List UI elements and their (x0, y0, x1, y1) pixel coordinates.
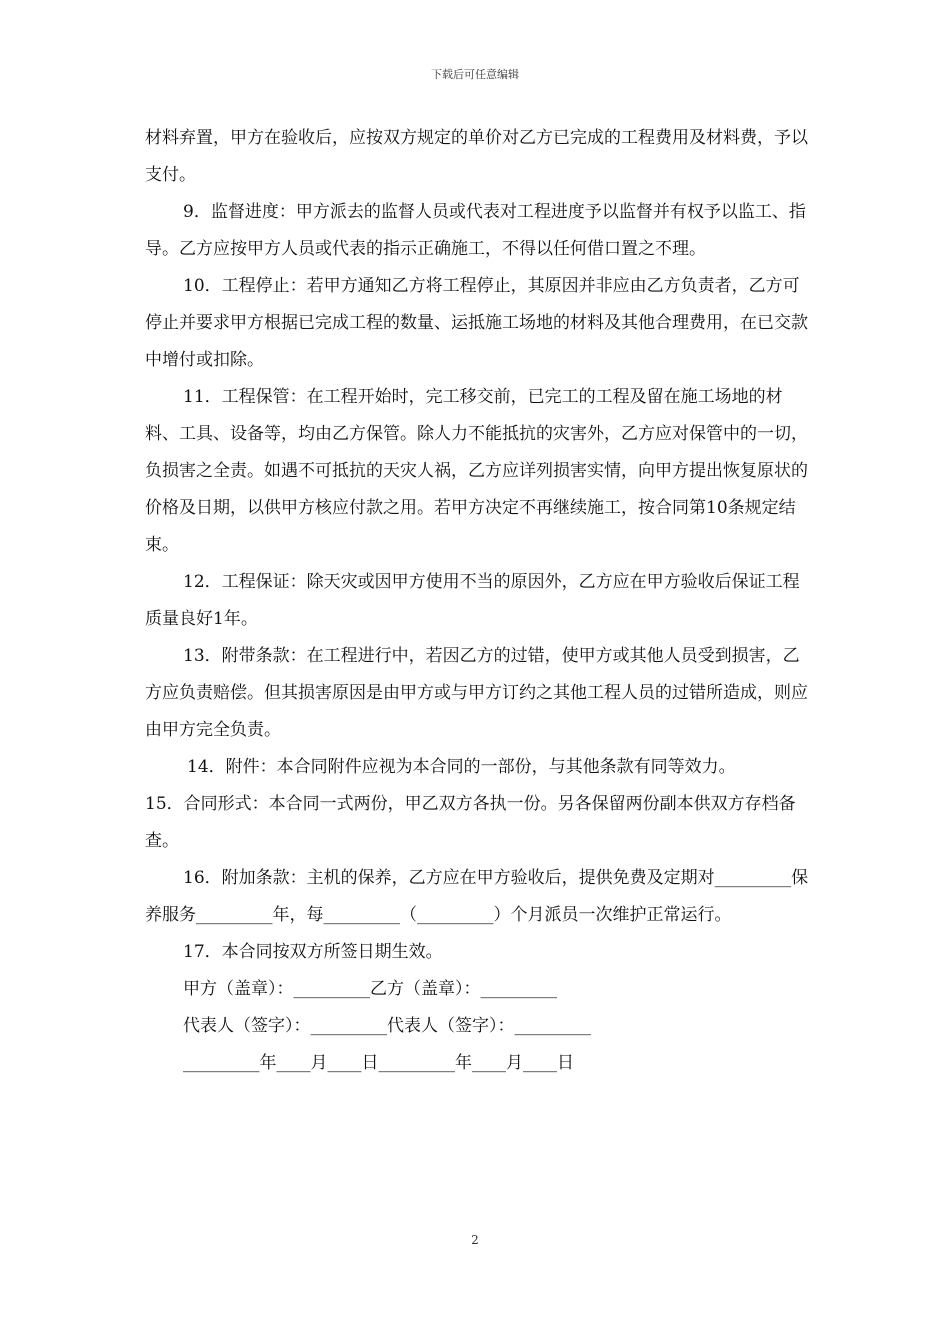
signature-seal-line: 甲方（盖章）：_________乙方（盖章）：_________ (183, 979, 557, 999)
page-number: 2 (471, 1233, 479, 1247)
signature-representative-line: 代表人（签字）：_________代表人（签字）：_________ (183, 1016, 591, 1036)
clause-9-supervision: 9．监督进度：甲方派去的监督人员或代表对工程进度予以监督并有权予以监工、指导。乙方应按甲方人员或代表的指示正确施工，不得以任何借口置之不理。 (145, 202, 806, 259)
clause-16-additional: 16．附加条款：主机的保养，乙方应在甲方验收后，提供免费及定期对_________保养服务_________年，每_________（_________）个月派员一次维护正常运行。 (145, 868, 809, 925)
clause-13-liability: 13．附带条款：在工程进行中，若因乙方的过错，使甲方或其他人员受到损害，乙方应负责赔偿。但其损害原因是由甲方或与甲方订约之其他工程人员的过错所造成，则应由甲方完全负责。 (145, 646, 808, 740)
signature-date-line: _________年____月____日_________年____月____日 (183, 1053, 574, 1073)
clause-14-attachment: 14．附件：本合同附件应视为本合同的一部份，与其他条款有同等效力。 (187, 757, 736, 777)
clause-11-custody: 11．工程保管：在工程开始时，完工移交前，已完工的工程及留在施工场地的材料、工具、设备等，均由乙方保管。除人力不能抵抗的灾害外，乙方应对保管中的一切，负损害之全责。如遇不可抵抗的天灾人祸，乙方应详列损害实情，向甲方提出恢复原状的价格及日期，以供甲方核应付款之用。若甲方决定不再继续施工，按合同第10条规定结束。 (145, 387, 808, 555)
clause-12-warranty: 12．工程保证：除天灾或因甲方使用不当的原因外，乙方应在甲方验收后保证工程质量良好1年。 (145, 572, 800, 629)
paragraph-material-settlement: 材料弃置，甲方在验收后，应按双方规定的单价对乙方已完成的工程费用及材料费，予以支付。 (145, 128, 808, 185)
clause-15-form: 15．合同形式：本合同一式两份，甲乙双方各执一份。另各保留两份副本供双方存档备查。 (145, 794, 796, 851)
contract-body (145, 120, 810, 1082)
clause-10-work-stop: 10．工程停止：若甲方通知乙方将工程停止，其原因并非应由乙方负责者，乙方可停止并要求甲方根据已完成工程的数量、运抵施工场地的材料及其他合理费用，在已交款中增付或扣除。 (145, 276, 808, 370)
clause-17-effective: 17．本合同按双方所签日期生效。 (183, 942, 443, 962)
page-header: 下载后可任意编辑 (431, 68, 519, 81)
